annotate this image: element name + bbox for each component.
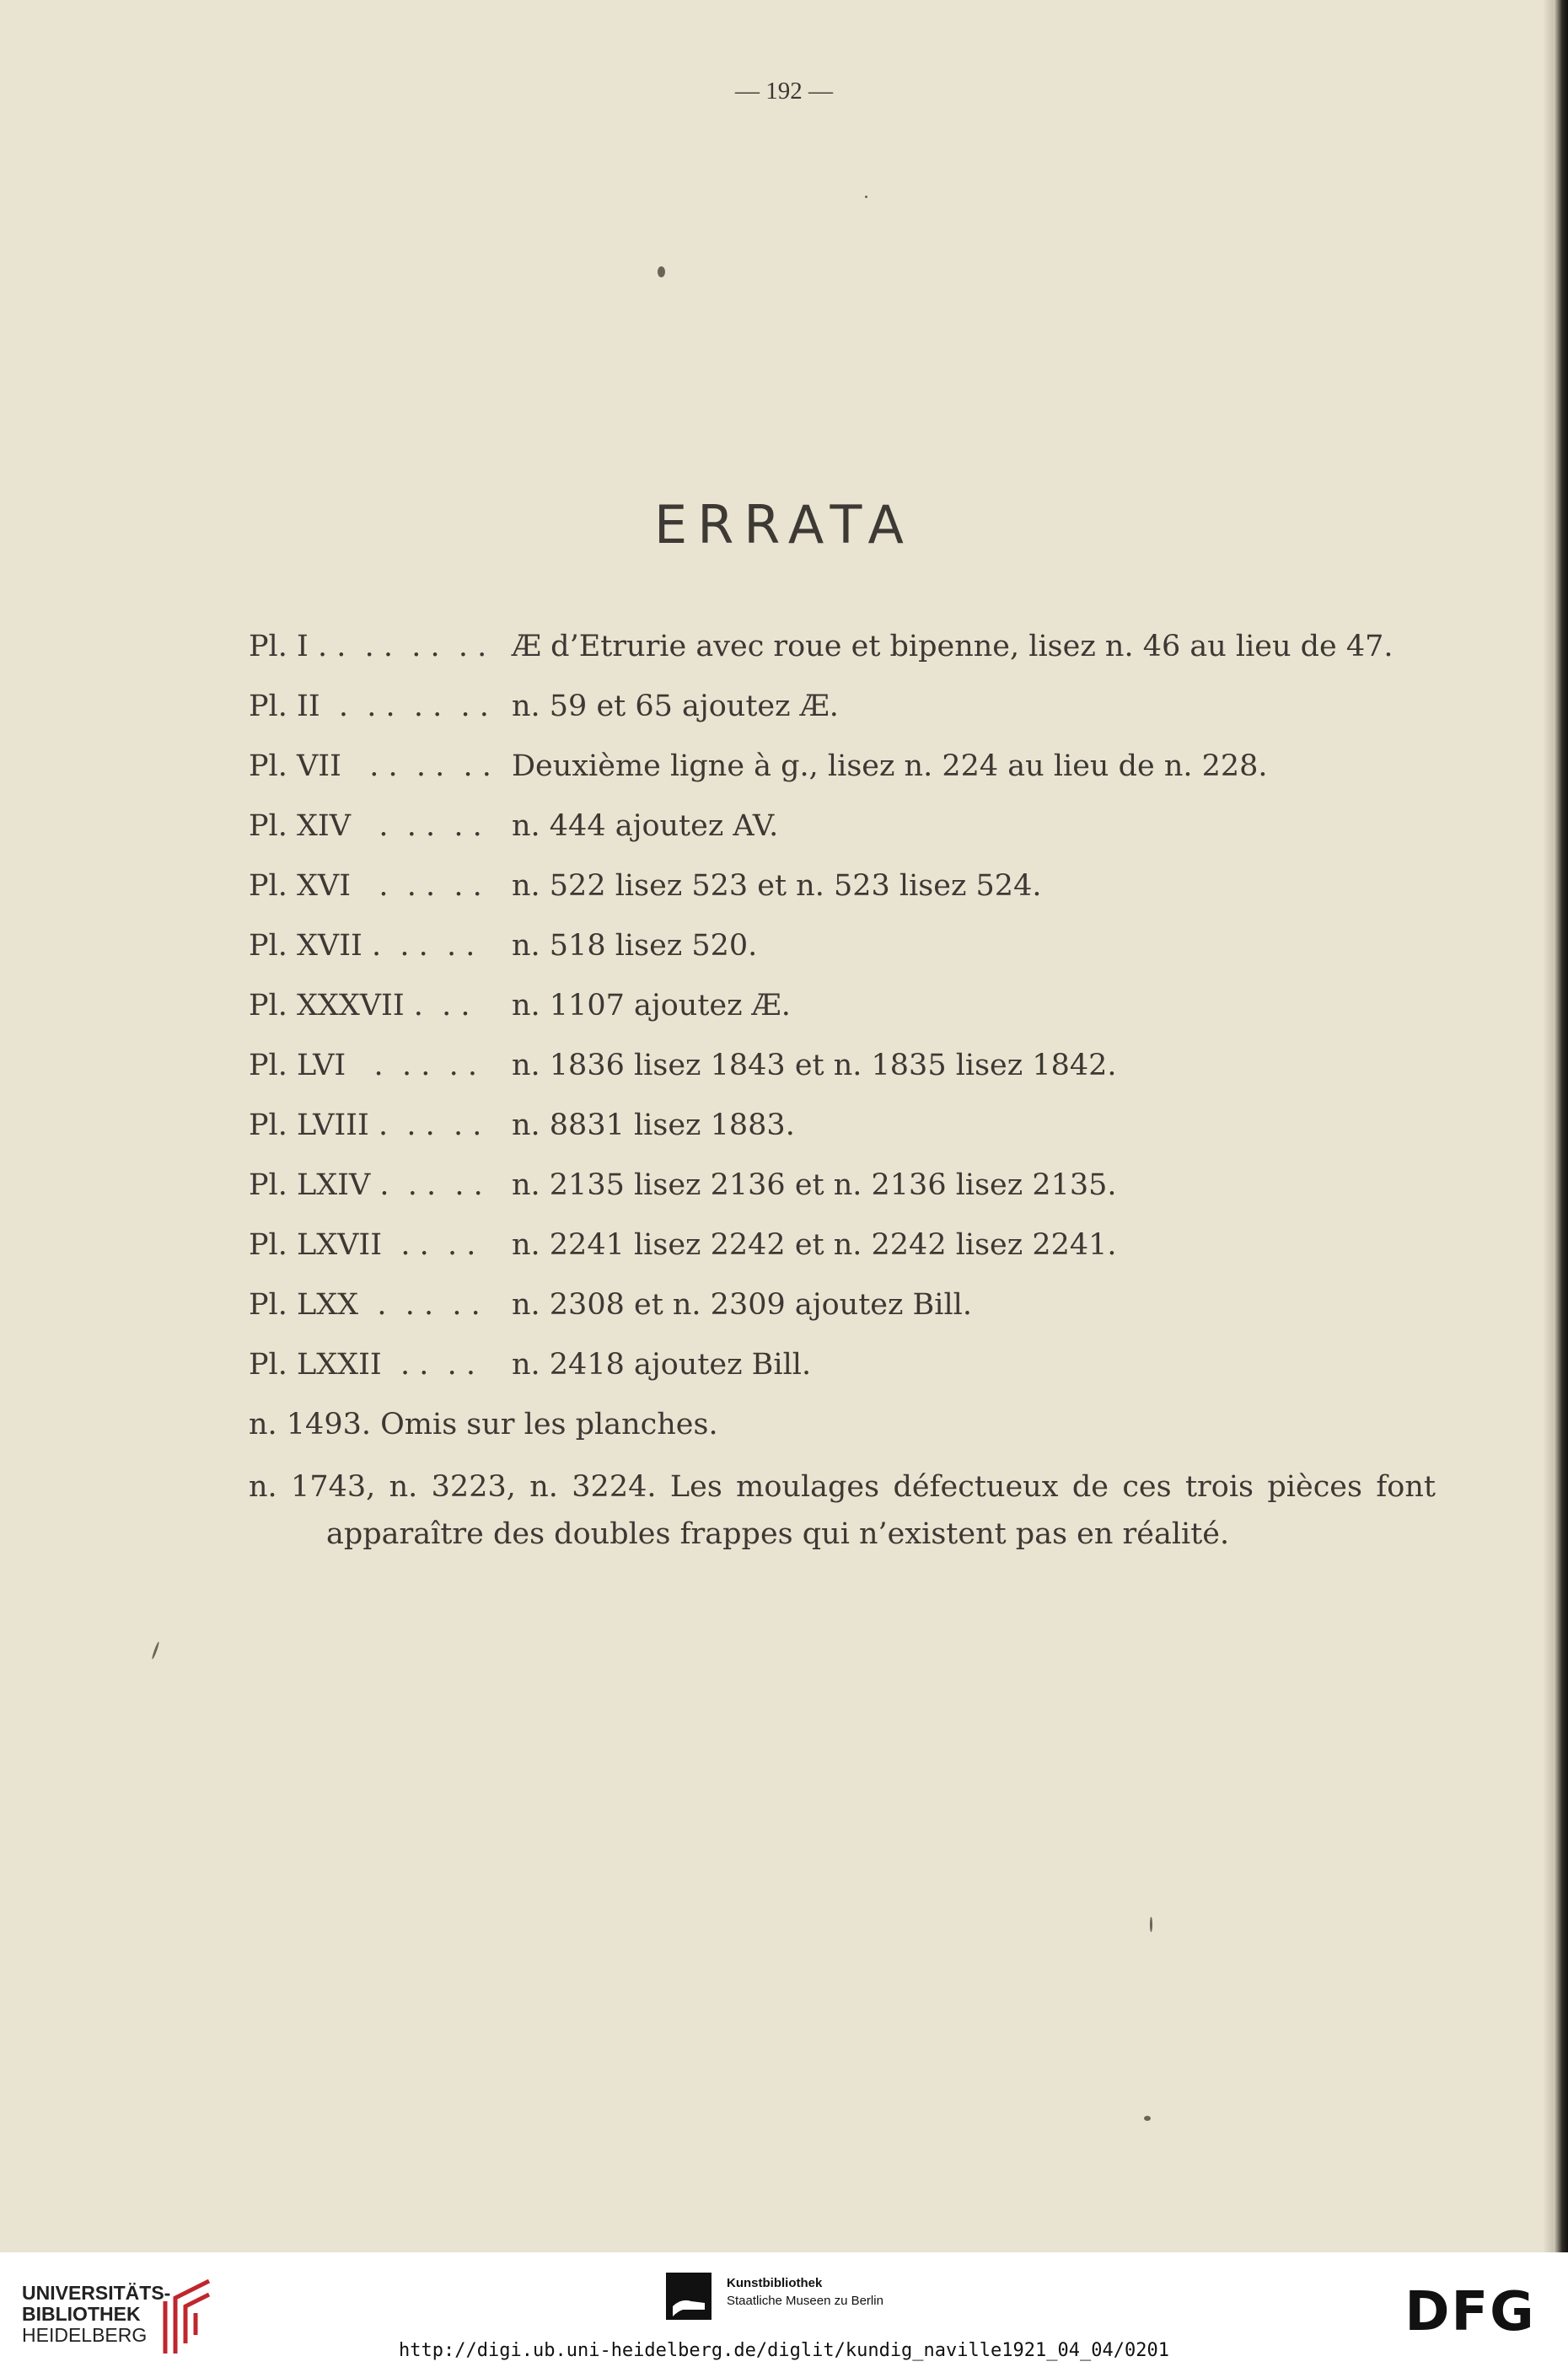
errata-row [249, 925, 1370, 985]
page-title: ERRATA [654, 494, 914, 556]
paper-speck [865, 196, 867, 198]
errata-row [249, 865, 1370, 925]
errata-row [249, 985, 1370, 1044]
errata-correction: n. 518 lisez 520. [512, 929, 758, 963]
errata-row [249, 805, 1370, 865]
errata-plate: Pl. II . . . . . . . [249, 690, 489, 723]
errata-row [249, 1104, 1370, 1164]
errata-plate: Pl. LXX . . . . . [249, 1288, 481, 1322]
errata-note: n. 1743, n. 3223, n. 3224. Les moulages défectueux de ces trois pièces font apparaître des doubles frappes qui n’existent pas en réalité. [249, 1470, 1436, 1551]
paper-speck [1144, 2116, 1151, 2121]
errata-row [249, 1284, 1370, 1344]
library-name-line: UNIVERSITÄTS- [22, 2282, 171, 2304]
errata-row [249, 685, 1370, 745]
book-spine [1554, 0, 1568, 2252]
library-name-line: HEIDELBERG [22, 2324, 148, 2346]
errata-row [249, 625, 1393, 685]
errata-row [249, 745, 1370, 805]
errata-correction: n. 2241 lisez 2242 et n. 2242 lisez 2241. [512, 1228, 1117, 1262]
ub-heidelberg-wordmark[interactable] [22, 2283, 170, 2346]
errata-plate: Pl. I . . . . . . . . [249, 630, 487, 663]
page-gutter-shadow [1543, 0, 1555, 2252]
errata-plate: Pl. LXVII . . . . [249, 1228, 476, 1262]
page-number: — 192 — [735, 78, 833, 105]
paper-speck [1150, 1917, 1152, 1932]
dfg-logo[interactable] [1394, 2281, 1546, 2338]
errata-plate: Pl. VII . . . . . . [249, 749, 491, 783]
errata-correction: n. 59 et 65 ajoutez Æ. [512, 690, 839, 723]
library-name-line: BIBLIOTHEK [22, 2303, 141, 2325]
errata-correction: Æ d’Etrurie avec roue et bipenne, lisez n. 46 au lieu de 47. [512, 630, 1393, 663]
errata-correction: n. 2135 lisez 2136 et n. 2136 lisez 2135. [512, 1168, 1117, 1202]
errata-correction: Deuxième ligne à g., lisez n. 224 au lieu de n. 228. [512, 749, 1268, 783]
kunstbibliothek-logo-icon[interactable] [666, 2273, 712, 2320]
errata-correction: n. 522 lisez 523 et n. 523 lisez 524. [512, 869, 1042, 903]
errata-plate: Pl. XVII . . . . . [249, 929, 475, 963]
errata-plate: Pl. LVI . . . . . [249, 1049, 477, 1082]
permalink-url[interactable]: http://digi.ub.uni-heidelberg.de/diglit/kundig_naville1921_04_04/0201 [399, 2340, 1169, 2361]
errata-plate: Pl. XXXVII . . . [249, 989, 470, 1022]
errata-list [249, 625, 1436, 1575]
errata-row [249, 1344, 1370, 1404]
paper-speck [151, 1641, 159, 1660]
errata-note: n. 1493. Omis sur les planches. [249, 1408, 718, 1441]
errata-correction: n. 444 ajoutez AV. [512, 809, 779, 843]
errata-correction: n. 1836 lisez 1843 et n. 1835 lisez 1842. [512, 1049, 1117, 1082]
digitization-footer [0, 2252, 1568, 2367]
dfg-logo-text: DFG [1404, 2281, 1536, 2338]
errata-row [249, 1164, 1370, 1224]
errata-plate: Pl. LVIII . . . . . [249, 1108, 482, 1142]
errata-plate: Pl. XIV . . . . . [249, 809, 482, 843]
errata-row [249, 1224, 1370, 1284]
errata-correction: n. 8831 lisez 1883. [512, 1108, 795, 1142]
errata-plate: Pl. XVI . . . . . [249, 869, 482, 903]
kb-name-line: Kunstbibliothek [727, 2276, 823, 2290]
errata-correction: n. 2308 et n. 2309 ajoutez Bill. [512, 1288, 972, 1322]
errata-row [249, 1044, 1370, 1104]
errata-plate: Pl. LXIV . . . . . [249, 1168, 483, 1202]
errata-correction: n. 2418 ajoutez Bill. [512, 1348, 812, 1382]
errata-plate: Pl. LXXII . . . . [249, 1348, 475, 1382]
kunstbibliothek-wordmark[interactable] [727, 2274, 883, 2310]
paper-speck [658, 266, 665, 277]
errata-correction: n. 1107 ajoutez Æ. [512, 989, 791, 1022]
kb-name-line: Staatliche Museen zu Berlin [727, 2294, 883, 2308]
